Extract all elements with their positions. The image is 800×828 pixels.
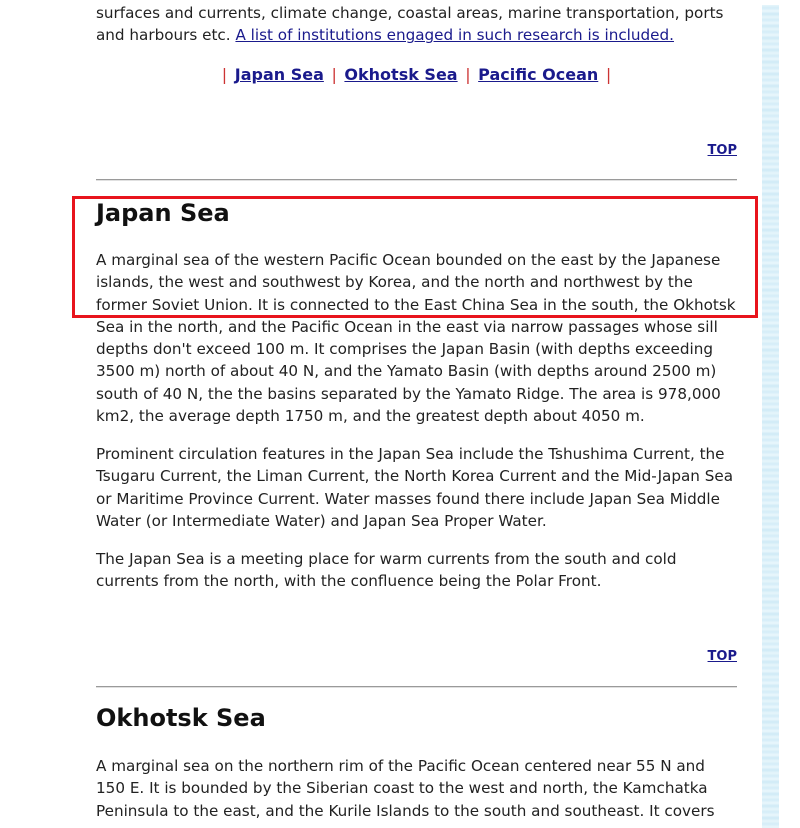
nav-link-japan-sea[interactable]: Japan Sea — [234, 65, 324, 84]
top-link[interactable]: TOP — [707, 143, 737, 158]
intro-paragraph — [96, 2, 737, 47]
nav-link-okhotsk-sea[interactable]: Okhotsk Sea — [344, 65, 458, 84]
japan-sea-paragraph-2: Prominent circulation features in the Japan Sea include the Tshushima Current, the Tsugaru Current, the Liman Current, the North Korea Current and the Mid-Japan Sea or Maritime Province Current. Water masses found there include Japan Sea Middle Water (or Intermediate Water) and Japan Sea Proper Water. — [96, 445, 734, 530]
japan-sea-paragraph-1: A marginal sea of the western Pacific Ocean bounded on the east by the Japanese islands, the west and southwest by Korea, and the north and northwest by the former Soviet Union. It is connected to the East China Sea in the south, the Okhotsk Sea in the north, and the Pacific Ocean in the east via narrow passages whose sill depths don't exceed 100 m. It comprises the Japan Basin (with depths exceeding 3500 m) north of about 40 N, and the Yamato Basin (with depths around 2500 m) south of 40 N, the the basins separated by the Yamato Ridge. The area is 978,000 km2, the average depth 1750 m, and the greatest depth about 4050 m. — [96, 251, 736, 426]
intro-text: surfaces and currents, climate change, coastal areas, marine transportation, ports and harbours etc. — [96, 4, 724, 45]
japan-sea-paragraph-3: The Japan Sea is a meeting place for warm currents from the south and cold currents from the north, with the confluence being the Polar Front. — [96, 550, 677, 591]
okhotsk-sea-heading: Okhotsk Sea — [96, 704, 266, 732]
section-divider — [96, 179, 737, 181]
nav-link-pacific-ocean[interactable]: Pacific Ocean — [478, 65, 599, 84]
nav-separator: | — [221, 65, 228, 84]
top-link[interactable]: TOP — [707, 649, 737, 664]
nav-separator: | — [605, 65, 612, 84]
section-nav — [96, 64, 737, 86]
nav-separator: | — [465, 65, 471, 84]
institutions-list-link[interactable]: A list of institutions engaged in such research is included. — [235, 26, 674, 45]
section-divider — [96, 686, 737, 688]
nav-separator: | — [331, 65, 337, 84]
japan-sea-heading: Japan Sea — [96, 199, 230, 227]
okhotsk-sea-paragraph: A marginal sea on the northern rim of the Pacific Ocean centered near 55 N and 150 E. It is bounded by the Siberian coast to the west and north, the Kamchatka Peninsula to the east, and the Kurile Islands to the south and southeast. It covers — [96, 757, 715, 820]
side-decoration-strip — [762, 5, 779, 828]
